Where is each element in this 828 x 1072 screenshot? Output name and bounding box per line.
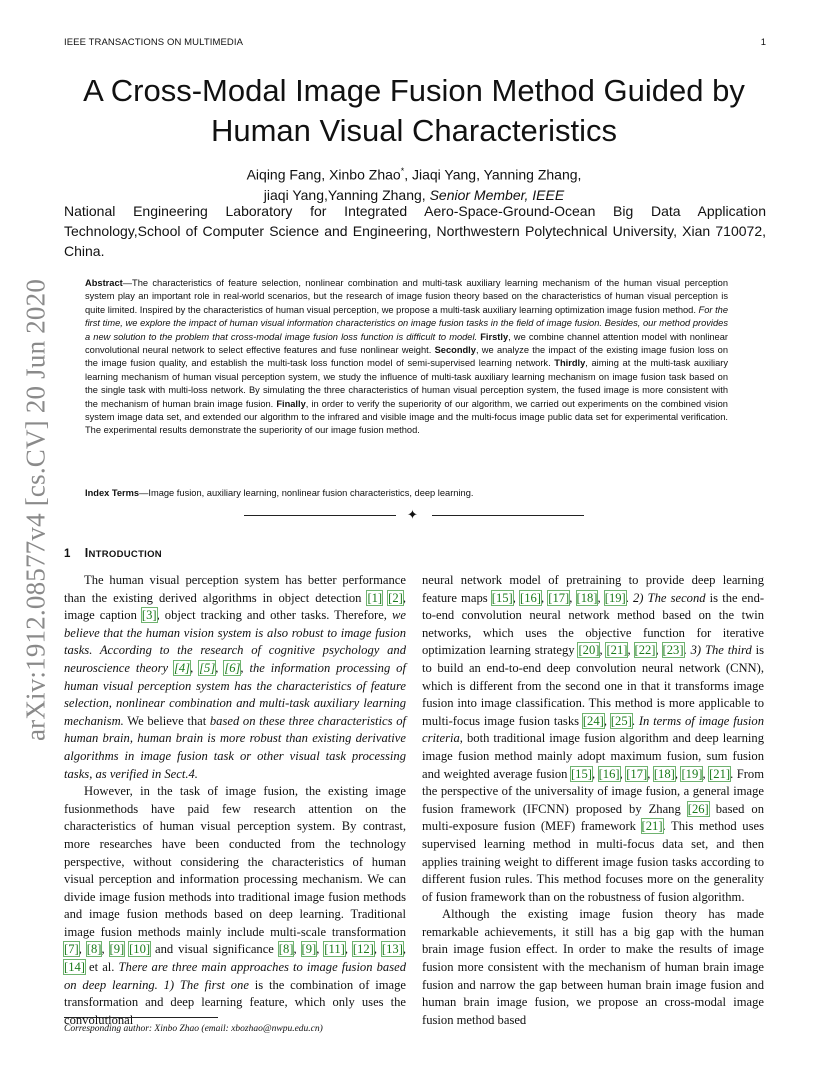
index-terms-label: Index Terms	[85, 488, 140, 498]
section-heading	[64, 546, 162, 560]
citation[interactable]: [17]	[548, 590, 570, 605]
text: .	[625, 590, 633, 605]
italic-text: ,	[190, 660, 200, 675]
abstract-italic: For the first time, we explore the impact of human visual information characteristics on image fusion tasks in the field of image fusion. Besides, our method provides a new solution to the problem that cross-modal image fusion loss function is difficult to model.	[85, 304, 728, 342]
text: The human visual perception system has better performance than the existing derived algorithms in object detection	[64, 573, 406, 605]
citation[interactable]: [12]	[352, 942, 374, 957]
text: ,	[674, 766, 682, 781]
author-line-1b: , Jiaqi Yang, Yanning Zhang,	[404, 166, 582, 183]
citation[interactable]: [6]	[224, 660, 241, 675]
text: ,	[402, 942, 407, 957]
author-title: Senior Member, IEEE	[429, 186, 565, 203]
abstract	[85, 277, 728, 438]
text: ,	[344, 942, 353, 957]
abstract-finally: Finally	[276, 398, 306, 409]
text: .	[631, 713, 639, 728]
citation[interactable]: [10]	[129, 942, 151, 957]
citation[interactable]: [8]	[278, 942, 294, 957]
author-line-2: jiaqi Yang,Yanning Zhang,	[263, 186, 430, 203]
abstract-secondly: Secondly	[434, 345, 476, 356]
citation[interactable]: [21]	[709, 766, 731, 781]
text: and visual significance	[150, 942, 279, 957]
citation[interactable]: [23]	[662, 643, 684, 658]
index-terms	[85, 487, 728, 500]
text: , image caption	[64, 590, 406, 623]
citation[interactable]: [5]	[199, 660, 216, 675]
citation[interactable]: [1]	[367, 590, 383, 605]
citation[interactable]: [15]	[491, 590, 513, 605]
citation[interactable]: [18]	[576, 590, 598, 605]
text: . This method uses supervised learning method in multi-focus data set, and then applies training weight to different image fusion tasks according to different fusion rules. This method focuses more on the generality of fusion framework than on the robustness of fusion algorithm.	[422, 819, 764, 904]
paper-title: A Cross-Modal Image Fusion Method Guided by Human Visual Characteristics	[83, 73, 745, 148]
text: ,	[655, 643, 663, 658]
citation[interactable]: [26]	[687, 801, 709, 816]
citation[interactable]: [3]	[141, 608, 157, 623]
citation[interactable]: [19]	[681, 766, 703, 781]
italic-text: There are three main approaches to image fusion based on deep learning. 1) The first one	[64, 960, 406, 992]
text: ,	[599, 643, 607, 658]
citation[interactable]: [9]	[301, 942, 317, 957]
index-terms-dash: —	[139, 488, 149, 498]
text: is the combination of image transformation and deep learning feature, which only uses the convolutional	[64, 977, 407, 1027]
separator-rule-right	[432, 515, 584, 516]
text: ,	[569, 590, 577, 605]
text: ,	[78, 942, 87, 957]
index-terms-text: Image fusion, auxiliary learning, nonlinear fusion characteristics, deep learning.	[148, 488, 474, 498]
citation[interactable]: [16]	[598, 766, 620, 781]
section-number: 1	[64, 548, 71, 560]
abstract-text: The characteristics of feature selection, nonlinear combination and multi-task auxiliary learning mechanism of the human visual perception system play an important role in real-world scenarios, but the research of image fusion theory based on the characteristics of human visual perception is quite limited. Inspired by the characteristics of human visual perception, we propose a multi-task auxiliary learning optimization image fusion method.	[85, 278, 728, 315]
text: et al.	[84, 960, 119, 975]
abstract-label: Abstract	[85, 278, 123, 288]
text: ,	[603, 713, 611, 728]
corresponding-mark: *	[400, 166, 405, 176]
italic-text: 3) The third	[690, 643, 752, 658]
text: ,	[101, 942, 110, 957]
citation[interactable]: [19]	[604, 590, 626, 605]
text: ,	[597, 590, 605, 605]
text: based on multi-exposure fusion (MEF) framework	[422, 801, 764, 834]
affiliation: National Engineering Laboratory for Integrated Aero-Space-Ground-Ocean Big Data Application Technology,School of Computer Science and Engineering, Northwestern Polytechnical University, Xian 710072, China.	[64, 203, 766, 259]
text: ,	[619, 766, 627, 781]
citation[interactable]: [11]	[324, 942, 345, 957]
footnote: Corresponding author: Xinbo Zhao (email: xbozhao@nwpu.edu.cn)	[64, 1024, 323, 1034]
citation[interactable]: [18]	[653, 766, 675, 781]
citation[interactable]: [22]	[634, 643, 656, 658]
text: ,	[540, 590, 549, 605]
footnote-rule	[64, 1017, 218, 1018]
text: is to build an end-to-end deep convolution neural network (CNN), which is different from the second one in that it transforms image fusion into image classification. This method is more applicable to multi-focus image fusion tasks	[422, 643, 765, 728]
abstract-text: , we combine channel attention model with nonlinear convolutional neural network to select effective features and fuse nonlinear weight.	[85, 331, 728, 356]
citation[interactable]: [24]	[582, 713, 604, 728]
text: , both traditional image fusion algorithm and deep learning image fusion method mainly adopt maximum fusion, sum fusion and weighted average fusion	[422, 731, 764, 781]
citation[interactable]: [9]	[109, 942, 125, 957]
citation[interactable]: [21]	[641, 819, 663, 834]
citation[interactable]: [2]	[388, 590, 403, 605]
citation[interactable]: [16]	[520, 590, 541, 605]
paragraph	[64, 572, 406, 783]
paragraph	[64, 783, 406, 1029]
citation[interactable]: [20]	[578, 643, 600, 658]
citation[interactable]: [8]	[86, 942, 102, 957]
text: neural network model of pretraining to provide deep learning feature maps	[422, 573, 764, 605]
text: , object tracking and other tasks. Therefore,	[156, 608, 392, 623]
abstract-text: , we analyze the impact of the existing image fusion loss on the image fusion quality, and establish the multi-task loss function model of semi-supervised learning network.	[85, 345, 728, 369]
section-title-rest: NTRODUCTION	[88, 549, 162, 560]
arxiv-stamp[interactable]: arXiv:1912.08577v4 [cs.CV] 20 Jun 2020	[20, 278, 51, 742]
italic-text: we believe that the human vision system is also robust to image fusion tasks. According to the research of cognitive psychology and neuroscience theory	[64, 608, 406, 675]
abstract-thirdly: Thirdly	[554, 358, 586, 369]
separator-rule-left	[244, 515, 396, 516]
text: is the end-to-end convolution neural network method based on the twin networks, which uses the objective function for iterative optimization learning strategy	[422, 590, 765, 658]
page-number: 1	[760, 37, 766, 48]
abstract-text: , in order to verify the superiority of our algorithm, we carried out experiments on the combined vision system image data set, and extended our algorithm to the infrared and visible image and the multi-focus image public data set for experimental verification. The experimental results demonstrate the superiority of our image fusion method.	[85, 398, 728, 436]
text: ,	[627, 643, 635, 658]
citation[interactable]: [7]	[64, 942, 79, 957]
text: ,	[702, 766, 710, 781]
body-column-right	[422, 572, 764, 1029]
citation[interactable]: [14]	[64, 960, 85, 975]
italic-text: ,	[215, 660, 225, 675]
text: ,	[647, 766, 654, 781]
text: .	[683, 643, 691, 658]
citation[interactable]: [4]	[173, 660, 191, 675]
citation[interactable]: [15]	[570, 766, 592, 781]
text: ,	[293, 942, 302, 957]
abstract-firstly: Firstly	[480, 331, 509, 342]
abstract-text: , aiming at the multi-task auxiliary learning mechanism of human visual perception system, we study the influence of multi-task auxiliary learning mechanism on image fusion task based on the single task with multi-loss network. By simulating the three characteristics of human visual perception system, the fused image is more consistent with the mechanism of human brain image fusion.	[85, 358, 728, 409]
author-line-1a: Aiqing Fang, Xinbo Zhao	[246, 166, 401, 183]
italic-text: , the information processing of human visual perception system has the characteristics of feature selection, nonlinear combination and multi-task auxiliary learning mechanism.	[64, 660, 406, 728]
text: ,	[316, 942, 325, 957]
citation[interactable]: [13]	[381, 942, 403, 957]
author-list	[100, 161, 728, 205]
section-title-initial: I	[84, 546, 89, 560]
paragraph: Although the existing image fusion theory has made remarkable achievements, it still has a big gap with the human brain image fusion effect. In order to make the results of image fusion more consistent with the mechanism of human brain image fusion and narrow the gap between human brain image fusion and human brain image fusion, we propose an cross-modal image fusion method based	[422, 907, 764, 1027]
text: We believe that	[123, 713, 210, 728]
paragraph	[422, 572, 764, 906]
separator-diamond: ✦	[407, 507, 418, 522]
italic-text: 2) The second	[633, 590, 706, 605]
running-header: IEEE TRANSACTIONS ON MULTIMEDIA	[64, 37, 244, 48]
text: . From the perspective of the universality of image fusion, a general image fusion framework (IFCNN) proposed by Zhang	[422, 766, 764, 816]
text: ,	[512, 590, 520, 605]
citation[interactable]: [17]	[626, 766, 648, 781]
citation[interactable]: [25]	[610, 713, 632, 728]
body-column-left	[64, 572, 406, 1029]
abstract-dash: —	[122, 278, 133, 288]
citation[interactable]: [21]	[606, 643, 628, 658]
text: However, in the task of image fusion, the existing image fusionmethods have paid few research attention on the characteristics of human visual perception system. By contrast, more researches have been conducted from the technology perspective, without considering the characteristics of human visual perception and information processing mechanism. We can divide image fusion methods into traditional image fusion methods and image fusion methods based on deep learning. Traditional image fusion methods mainly include multi-scale transformation	[64, 784, 406, 939]
italic-text: based on these three characteristics of human brain, human brain is more robust than existing derivative algorithms in image fusion task or other visual task processing tasks, as verified in Sect.4.	[64, 713, 406, 781]
text: ,	[591, 766, 599, 781]
text: ,	[373, 942, 382, 957]
italic-text: In terms of image fusion criteria	[422, 713, 765, 746]
